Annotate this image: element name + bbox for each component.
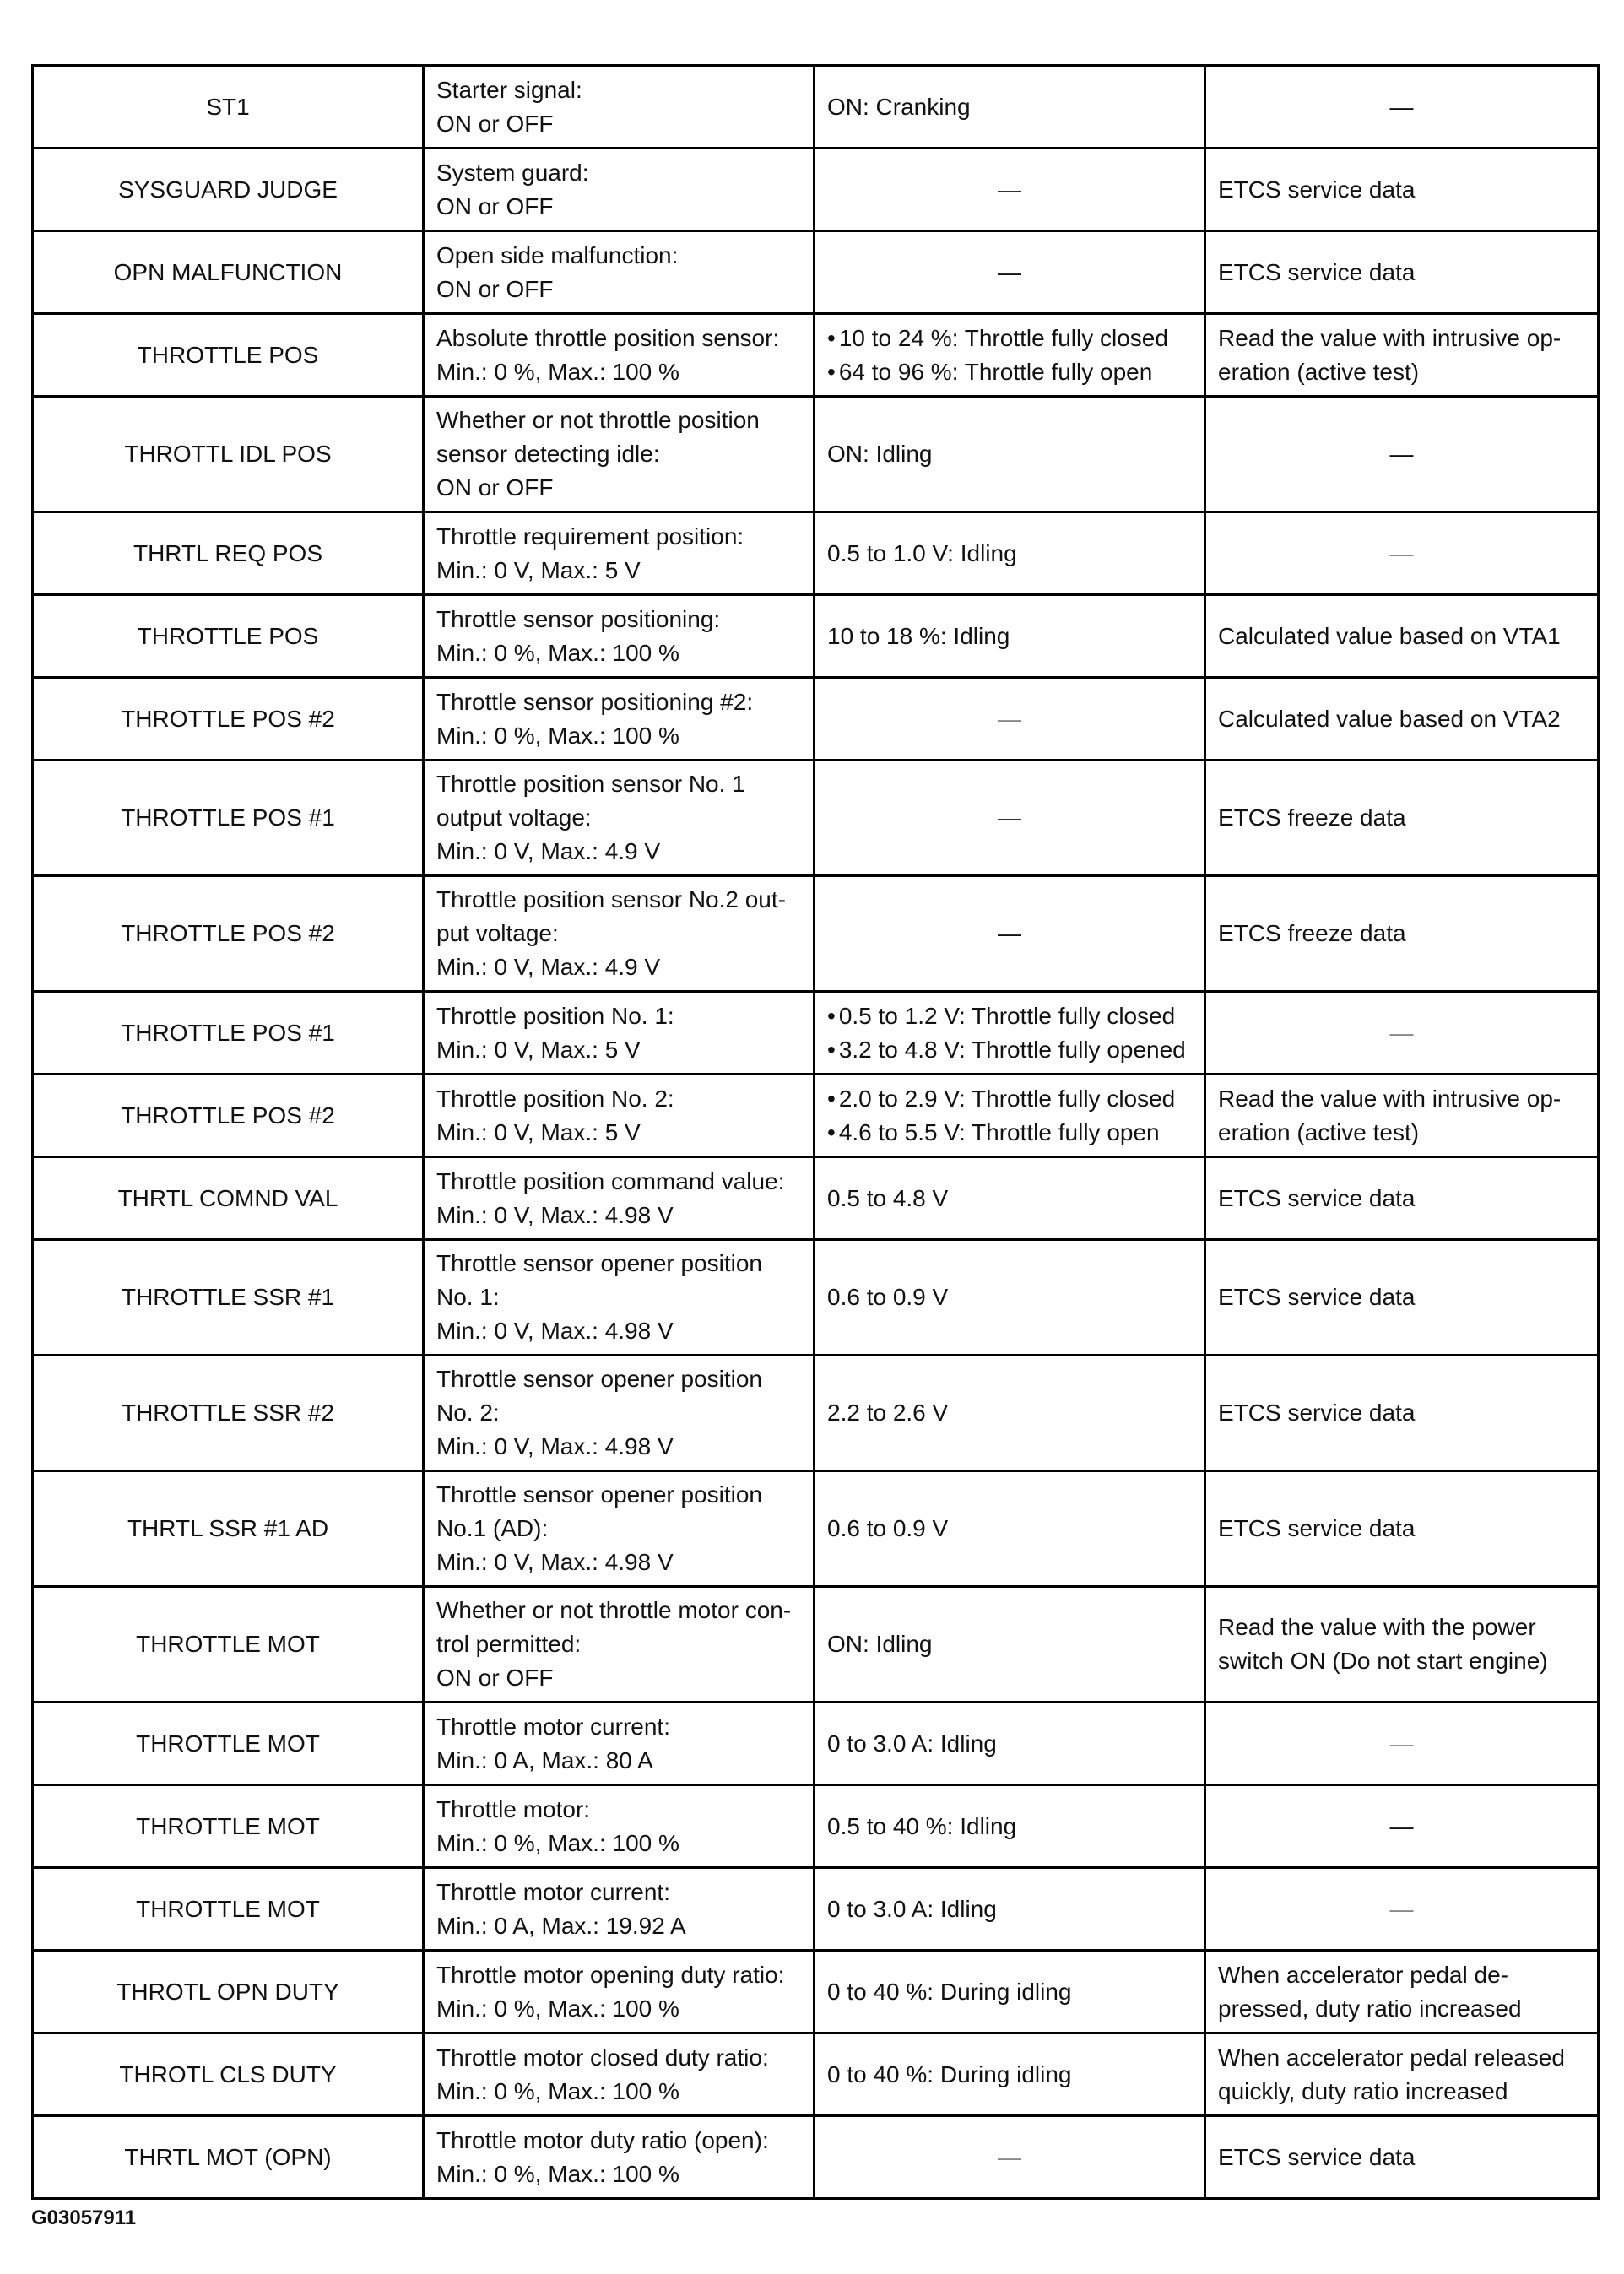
text-line: 0 to 40 %: During idling — [827, 2060, 1072, 2087]
measurement-item-cell — [424, 1587, 815, 1703]
measurement-item-line: Min.: 0 V, Max.: 4.9 V — [436, 954, 661, 980]
figure-id: G03057911 — [31, 2206, 137, 2229]
measurement-item-cell — [424, 1785, 815, 1868]
text-line: 0 to 40 %: During idling — [827, 1978, 1072, 2005]
normal-condition-cell — [815, 1785, 1205, 1868]
measurement-item-line: Whether or not throttle position — [436, 407, 760, 433]
diagnostic-note-cell — [1205, 2033, 1599, 2116]
diagnostic-note-cell — [1205, 761, 1599, 876]
dash-mark: — — [998, 258, 1021, 285]
measurement-item-cell — [424, 1868, 815, 1951]
measurement-item-line: Throttle motor opening duty ratio: — [436, 1961, 785, 1988]
item-name-cell: THROTTLE POS — [33, 595, 424, 678]
diagnostic-note-cell — [1205, 595, 1599, 678]
table-row — [33, 1075, 1599, 1157]
normal-condition-cell — [815, 512, 1205, 595]
measurement-item-cell — [424, 876, 815, 992]
diagnostic-note-cell — [1205, 876, 1599, 992]
measurement-item-line: put voltage: — [436, 920, 559, 946]
table-row — [33, 1587, 1599, 1703]
text-line: Calculated value based on VTA1 — [1218, 622, 1561, 649]
measurement-item-line: Throttle motor: — [436, 1795, 591, 1822]
diagnostic-note-cell — [1205, 1951, 1599, 2033]
measurement-item-cell — [424, 992, 815, 1075]
table-row — [33, 512, 1599, 595]
diagnostic-note-cell — [1205, 1356, 1599, 1471]
measurement-item-line: trol permitted: — [436, 1631, 582, 1657]
measurement-item-line: ON or OFF — [436, 1665, 554, 1691]
item-name-cell: THRTL REQ POS — [33, 512, 424, 595]
measurement-item-line: Min.: 0 V, Max.: 4.98 V — [436, 1318, 674, 1344]
measurement-item-line: ON or OFF — [436, 110, 554, 137]
measurement-item-line: Throttle requirement position: — [436, 522, 744, 550]
item-name-cell: THRTL SSR #1 AD — [33, 1471, 424, 1587]
measurement-item-line: No.1 (AD): — [436, 1515, 549, 1541]
normal-condition-cell — [815, 876, 1205, 992]
text-line: When accelerator pedal released — [1218, 2044, 1565, 2071]
text-line: ON: Cranking — [827, 93, 971, 120]
dash-mark: — — [998, 920, 1021, 946]
diagnostic-note-cell — [1205, 314, 1599, 397]
normal-condition-cell — [815, 1703, 1205, 1785]
measurement-item-line: Throttle sensor opener position — [436, 1250, 762, 1276]
text-line: switch ON (Do not start engine) — [1218, 1648, 1548, 1674]
measurement-item-line: Min.: 0 V, Max.: 4.98 V — [436, 1433, 674, 1459]
measurement-item-cell — [424, 761, 815, 876]
text-line: Read the value with the power — [1218, 1614, 1536, 1640]
table-row — [33, 1157, 1599, 1240]
text-line: ETCS service data — [1218, 176, 1416, 203]
bullet-line: • 64 to 96 %: Throttle fully open — [827, 355, 1192, 389]
diagnostic-note-cell — [1205, 1703, 1599, 1785]
table-row — [33, 1868, 1599, 1951]
item-name-cell: SYSGUARD JUDGE — [33, 149, 424, 231]
table-body — [33, 66, 1599, 2199]
measurement-item-line: output voltage: — [436, 804, 592, 831]
measurement-item-line: Min.: 0 %, Max.: 100 % — [436, 1995, 679, 2022]
table-row — [33, 2033, 1599, 2116]
measurement-item-line: Min.: 0 %, Max.: 100 % — [436, 1829, 679, 1856]
bullet-line: • 3.2 to 4.8 V: Throttle fully opened — [827, 1033, 1192, 1067]
item-name-cell: THRTL MOT (OPN) — [33, 2116, 424, 2199]
item-name-cell: THROTTLE POS #1 — [33, 761, 424, 876]
measurement-item-line: Min.: 0 %, Max.: 100 % — [436, 2160, 679, 2187]
measurement-item-line: Throttle position sensor No. 1 — [436, 771, 745, 797]
dash-mark: — — [998, 705, 1021, 732]
measurement-item-line: Min.: 0 V, Max.: 5 V — [436, 1036, 641, 1063]
dash-mark: — — [1389, 441, 1414, 467]
item-name-cell: THROTTLE POS #1 — [33, 992, 424, 1075]
normal-condition-cell — [815, 397, 1205, 512]
normal-condition-cell — [815, 314, 1205, 397]
measurement-item-cell — [424, 1951, 815, 2033]
measurement-item-line: Throttle sensor opener position — [436, 1481, 762, 1508]
text-line: Read the value with intrusive op- — [1218, 324, 1562, 351]
item-name-cell: THROTL CLS DUTY — [33, 2033, 424, 2116]
measurement-item-line: Throttle sensor positioning: — [436, 605, 721, 632]
measurement-item-line: Throttle position No. 2: — [436, 1085, 674, 1112]
item-name-cell: THROTTLE POS #2 — [33, 678, 424, 761]
item-name-cell: THROTTLE MOT — [33, 1785, 424, 1868]
measurement-item-line: ON or OFF — [436, 192, 554, 219]
item-name-cell: OPN MALFUNCTION — [33, 231, 424, 314]
measurement-item-cell — [424, 512, 815, 595]
measurement-item-cell — [424, 66, 815, 149]
diagnostic-note-cell — [1205, 149, 1599, 231]
measurement-item-line: Throttle position No. 1: — [436, 1002, 674, 1029]
measurement-item-line: No. 2: — [436, 1400, 500, 1426]
text-line: 10 to 18 %: Idling — [827, 622, 1010, 649]
table-row — [33, 314, 1599, 397]
text-line: ETCS service data — [1218, 1400, 1416, 1426]
data-list-table — [31, 64, 1600, 2200]
text-line: 0 to 3.0 A: Idling — [827, 1895, 997, 1922]
dash-mark: — — [1389, 1019, 1414, 1046]
measurement-item-line: Throttle sensor positioning #2: — [436, 688, 754, 715]
text-line: Read the value with intrusive op- — [1218, 1085, 1562, 1112]
item-name-cell: THROTTLE MOT — [33, 1703, 424, 1785]
table-row — [33, 397, 1599, 512]
table-row — [33, 678, 1599, 761]
measurement-item-line: Min.: 0 A, Max.: 19.92 A — [436, 1912, 686, 1939]
measurement-item-line: Min.: 0 %, Max.: 100 % — [436, 358, 679, 385]
measurement-item-line: Throttle motor closed duty ratio: — [436, 2044, 769, 2071]
normal-condition-cell — [815, 992, 1205, 1075]
measurement-item-line: Min.: 0 %, Max.: 100 % — [436, 639, 679, 666]
bullet-line: • 2.0 to 2.9 V: Throttle fully closed — [827, 1082, 1192, 1116]
text-line: 0.6 to 0.9 V — [827, 1284, 949, 1310]
table-row — [33, 1240, 1599, 1356]
table-row — [33, 66, 1599, 149]
measurement-item-line: Min.: 0 %, Max.: 100 % — [436, 722, 679, 749]
measurement-item-cell — [424, 149, 815, 231]
text-line: 0.6 to 0.9 V — [827, 1515, 949, 1541]
diagnostic-note-cell — [1205, 1075, 1599, 1157]
measurement-item-cell — [424, 2033, 815, 2116]
measurement-item-cell — [424, 2116, 815, 2199]
measurement-item-cell — [424, 1157, 815, 1240]
measurement-item-line: ON or OFF — [436, 474, 554, 501]
dash-mark: — — [998, 804, 1021, 831]
item-name-cell: THROTTLE MOT — [33, 1868, 424, 1951]
diagnostic-note-cell — [1205, 1868, 1599, 1951]
bullet-line: • 10 to 24 %: Throttle fully closed — [827, 322, 1192, 355]
text-line: ON: Idling — [827, 1631, 933, 1657]
measurement-item-line: Min.: 0 V, Max.: 4.9 V — [436, 838, 661, 864]
normal-condition-cell — [815, 761, 1205, 876]
text-line: ETCS freeze data — [1218, 920, 1406, 946]
normal-condition-cell — [815, 1471, 1205, 1587]
dash-mark: — — [1389, 1895, 1414, 1922]
normal-condition-cell — [815, 595, 1205, 678]
item-name-cell: THRTL COMND VAL — [33, 1157, 424, 1240]
item-name-cell: THROTTLE POS — [33, 314, 424, 397]
measurement-item-cell — [424, 595, 815, 678]
measurement-item-line: Throttle sensor opener position — [436, 1366, 762, 1392]
text-line: eration (active test) — [1218, 1118, 1420, 1145]
diagnostic-note-cell — [1205, 1785, 1599, 1868]
diagnostic-note-cell — [1205, 992, 1599, 1075]
measurement-item-line: Min.: 0 V, Max.: 5 V — [436, 556, 641, 583]
item-name-cell: THROTTLE SSR #2 — [33, 1356, 424, 1471]
text-line: ON: Idling — [827, 441, 933, 467]
text-line: 2.2 to 2.6 V — [827, 1400, 949, 1426]
measurement-item-line: Throttle position command value: — [436, 1167, 785, 1194]
normal-condition-cell — [815, 66, 1205, 149]
normal-condition-cell — [815, 1157, 1205, 1240]
diagnostic-note-cell — [1205, 678, 1599, 761]
table-row — [33, 761, 1599, 876]
diagnostic-note-cell — [1205, 1240, 1599, 1356]
text-line: 0.5 to 4.8 V — [827, 1184, 949, 1211]
item-name-cell: THROTTLE SSR #1 — [33, 1240, 424, 1356]
table-row — [33, 231, 1599, 314]
table-row — [33, 2116, 1599, 2199]
measurement-item-cell — [424, 1703, 815, 1785]
diagnostic-note-cell — [1205, 1157, 1599, 1240]
normal-condition-cell — [815, 1951, 1205, 2033]
diagnostic-note-cell — [1205, 66, 1599, 149]
diagnostic-note-cell — [1205, 512, 1599, 595]
item-name-cell: THROTTLE MOT — [33, 1587, 424, 1703]
measurement-item-line: Absolute throttle position sensor: — [436, 324, 780, 351]
normal-condition-cell — [815, 1587, 1205, 1703]
diagnostic-note-cell — [1205, 2116, 1599, 2199]
text-line: ETCS service data — [1218, 258, 1416, 285]
measurement-item-line: No. 1: — [436, 1284, 500, 1310]
measurement-item-cell — [424, 1471, 815, 1587]
normal-condition-cell — [815, 1868, 1205, 1951]
normal-condition-cell — [815, 1075, 1205, 1157]
dash-mark: — — [998, 176, 1021, 203]
table-row — [33, 1471, 1599, 1587]
measurement-item-line: ON or OFF — [436, 275, 554, 302]
bullet-line: • 4.6 to 5.5 V: Throttle fully open — [827, 1116, 1192, 1150]
text-line: ETCS freeze data — [1218, 804, 1406, 831]
measurement-item-line: Open side malfunction: — [436, 241, 679, 268]
normal-condition-cell — [815, 678, 1205, 761]
table-row — [33, 992, 1599, 1075]
text-line: 0 to 3.0 A: Idling — [827, 1730, 997, 1757]
measurement-item-line: Throttle motor duty ratio (open): — [436, 2126, 769, 2153]
measurement-item-cell — [424, 1356, 815, 1471]
table-row — [33, 595, 1599, 678]
measurement-item-cell — [424, 314, 815, 397]
measurement-item-line: Starter signal: — [436, 76, 582, 103]
dash-mark: — — [1389, 539, 1414, 566]
measurement-item-line: Throttle motor current: — [436, 1878, 670, 1905]
diagnostic-note-cell — [1205, 397, 1599, 512]
table-row — [33, 876, 1599, 992]
dash-mark: — — [1389, 1730, 1414, 1757]
text-line: ETCS service data — [1218, 1515, 1416, 1541]
measurement-item-line: System guard: — [436, 159, 589, 186]
measurement-item-line: Throttle motor current: — [436, 1713, 670, 1740]
table-row — [33, 1356, 1599, 1471]
measurement-item-cell — [424, 1075, 815, 1157]
measurement-item-line: sensor detecting idle: — [436, 441, 660, 467]
text-line: Calculated value based on VTA2 — [1218, 705, 1561, 732]
normal-condition-cell — [815, 1356, 1205, 1471]
measurement-item-cell — [424, 678, 815, 761]
measurement-item-line: Min.: 0 V, Max.: 4.98 V — [436, 1201, 674, 1228]
measurement-item-cell — [424, 1240, 815, 1356]
table-row — [33, 1703, 1599, 1785]
diagnostic-note-cell — [1205, 231, 1599, 314]
text-line: When accelerator pedal de- — [1218, 1961, 1508, 1988]
table-row — [33, 1785, 1599, 1868]
text-line: ETCS service data — [1218, 1184, 1416, 1211]
normal-condition-cell — [815, 149, 1205, 231]
measurement-item-line: Min.: 0 A, Max.: 80 A — [436, 1746, 653, 1773]
bullet-line: • 0.5 to 1.2 V: Throttle fully closed — [827, 999, 1192, 1033]
measurement-item-line: Min.: 0 V, Max.: 5 V — [436, 1118, 641, 1145]
dash-mark: — — [998, 2143, 1021, 2170]
normal-condition-cell — [815, 1240, 1205, 1356]
item-name-cell: THROTL OPN DUTY — [33, 1951, 424, 2033]
text-line: quickly, duty ratio increased — [1218, 2077, 1508, 2104]
text-line: 0.5 to 40 %: Idling — [827, 1812, 1017, 1839]
text-line: pressed, duty ratio increased — [1218, 1995, 1522, 2022]
measurement-item-line: Throttle position sensor No.2 out- — [436, 886, 786, 912]
diagnostic-note-cell — [1205, 1587, 1599, 1703]
measurement-item-cell — [424, 231, 815, 314]
measurement-item-line: Whether or not throttle motor con- — [436, 1597, 792, 1623]
text-line: 0.5 to 1.0 V: Idling — [827, 539, 1017, 566]
table-row — [33, 1951, 1599, 2033]
table-row — [33, 149, 1599, 231]
item-name-cell: THROTTLE POS #2 — [33, 876, 424, 992]
dash-mark: — — [1389, 93, 1414, 120]
dash-mark: — — [1389, 1812, 1414, 1839]
item-name-cell: THROTTL IDL POS — [33, 397, 424, 512]
item-name-cell: ST1 — [33, 66, 424, 149]
text-line: ETCS service data — [1218, 1284, 1416, 1310]
normal-condition-cell — [815, 2116, 1205, 2199]
measurement-item-line: Min.: 0 V, Max.: 4.98 V — [436, 1549, 674, 1575]
normal-condition-cell — [815, 2033, 1205, 2116]
measurement-item-line: Min.: 0 %, Max.: 100 % — [436, 2077, 679, 2104]
text-line: ETCS service data — [1218, 2143, 1416, 2170]
normal-condition-cell — [815, 231, 1205, 314]
item-name-cell: THROTTLE POS #2 — [33, 1075, 424, 1157]
measurement-item-cell — [424, 397, 815, 512]
diagnostic-note-cell — [1205, 1471, 1599, 1587]
text-line: eration (active test) — [1218, 358, 1420, 385]
